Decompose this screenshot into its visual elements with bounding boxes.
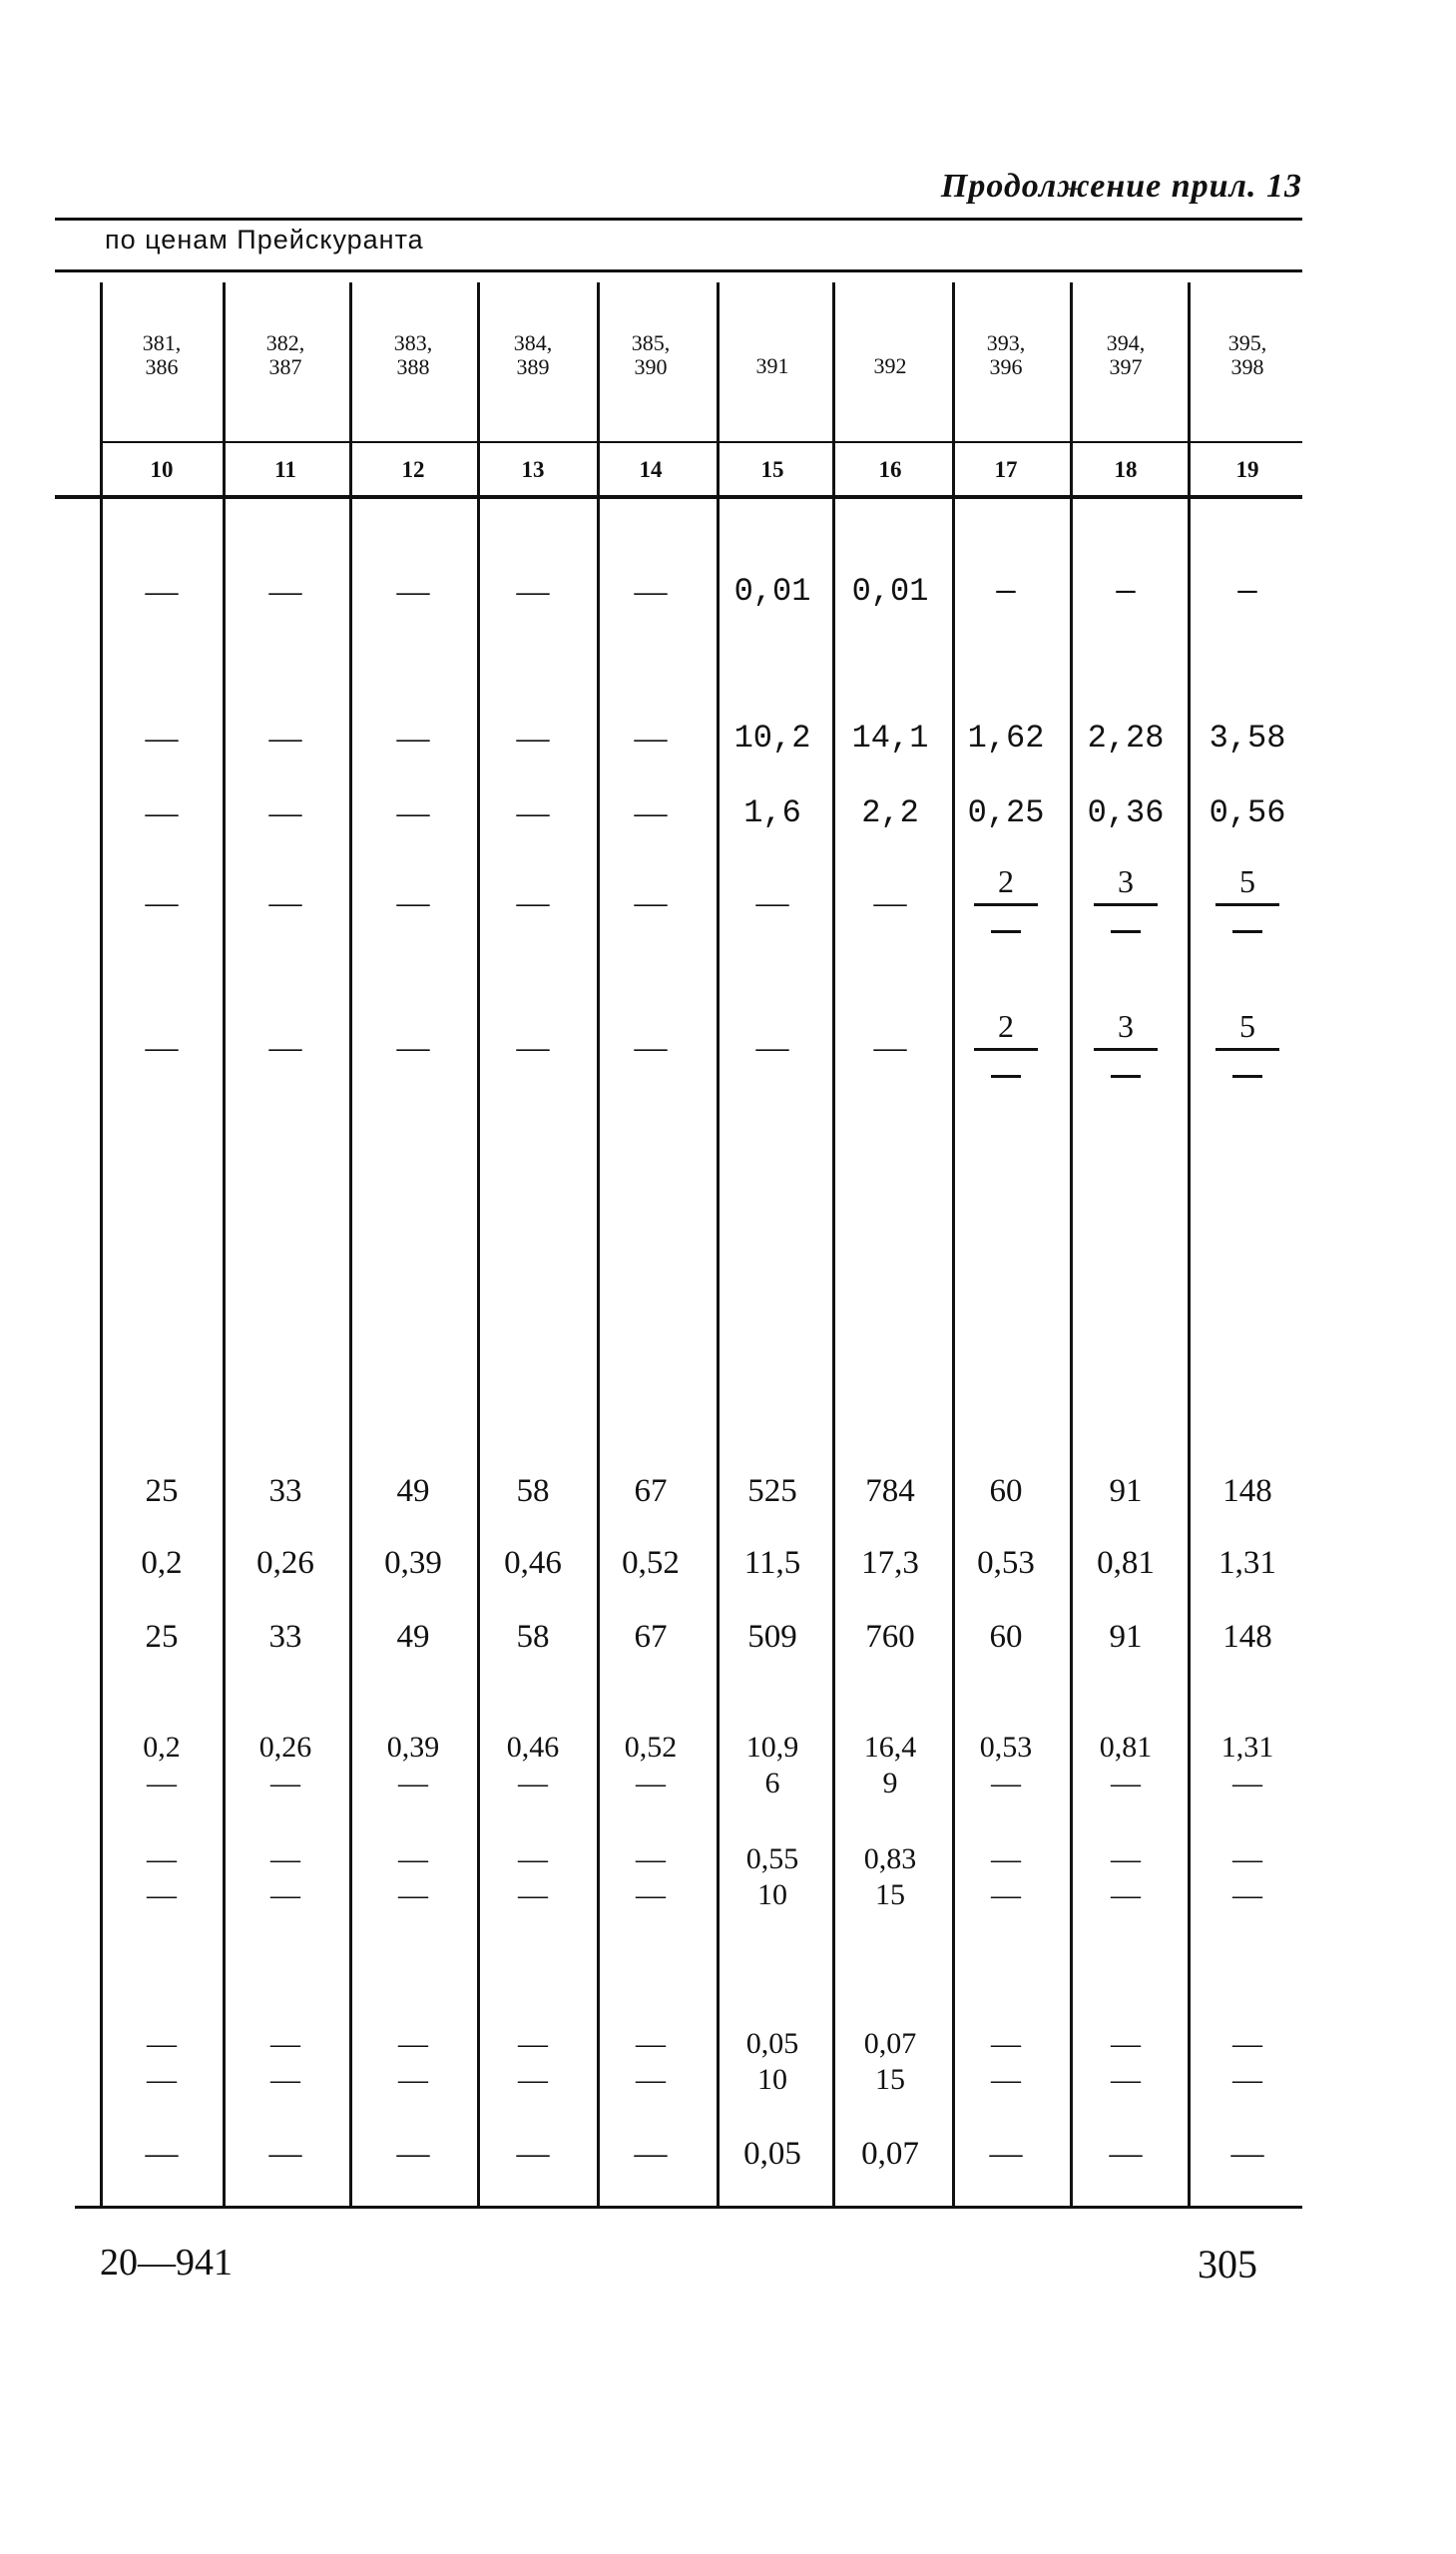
table-cell-lower: — [398, 2063, 428, 2096]
table-cell: — [516, 574, 550, 610]
table-cell: — [396, 1030, 430, 1066]
column-heading-line: 391 [755, 353, 789, 378]
column-rule [1188, 282, 1191, 2206]
table-cell-lower: — [991, 2063, 1021, 2096]
table-cell: 25 [145, 1473, 179, 1509]
table-cell: 0,39 [384, 1545, 442, 1581]
table-cell: — [516, 2136, 550, 2172]
table-cell-upper: 0,83 [863, 1842, 917, 1875]
table-cell-upper: — [270, 1842, 300, 1875]
column-heading [353, 331, 473, 379]
table-cell: — [268, 885, 302, 921]
table-cell-upper: — [147, 1842, 177, 1875]
column-heading-line: 393, [986, 330, 1026, 355]
table-cell: — [996, 573, 1016, 610]
table-cell: — [145, 574, 179, 610]
column-heading [946, 331, 1066, 379]
table-cell: — [268, 721, 302, 757]
fraction-cell [1066, 863, 1186, 933]
fraction-cell [1188, 863, 1307, 933]
table-cell-upper: — [636, 1842, 666, 1875]
fraction-bar [974, 1048, 1038, 1051]
table-cell-lower: — [636, 1878, 666, 1911]
table-cell: — [1109, 2136, 1143, 2172]
table-cell: — [634, 721, 668, 757]
table-cell-lower: — [270, 2063, 300, 2096]
fraction-numerator: 3 [1118, 1008, 1134, 1044]
table-cell: 25 [145, 1619, 179, 1655]
table-cell: — [268, 795, 302, 831]
table-cell: 49 [396, 1473, 430, 1509]
table-cell: 33 [268, 1619, 302, 1655]
table-cell-upper: 10,9 [745, 1731, 799, 1764]
column-heading [102, 331, 222, 379]
top-rule [55, 218, 1302, 221]
column-heading-line: 394, [1106, 330, 1146, 355]
table-cell-upper: — [1111, 1842, 1141, 1875]
column-number: 10 [150, 457, 174, 482]
table-cell-upper: — [270, 2027, 300, 2060]
table-cell: 0,01 [851, 573, 929, 610]
table-cell-upper: — [991, 1842, 1021, 1875]
table-cell: 509 [747, 1619, 797, 1655]
table-cell-lower: — [991, 1767, 1021, 1799]
table-cell-upper: 0,46 [506, 1731, 560, 1764]
table-cell-lower: — [991, 1878, 1021, 1911]
table-cell: — [396, 574, 430, 610]
table-cell: 60 [989, 1473, 1023, 1509]
header-rule [55, 269, 1302, 272]
column-heading-line: 398 [1230, 354, 1264, 379]
table-cell: 0,25 [967, 794, 1045, 831]
table-cell: 0,81 [1097, 1545, 1155, 1581]
table-cell: — [634, 885, 668, 921]
fraction-cell [946, 1008, 1066, 1078]
table-cell: — [1116, 573, 1136, 610]
table-cell: — [516, 721, 550, 757]
table-cell-lower: 10 [757, 1878, 787, 1911]
table-cell: 67 [634, 1473, 668, 1509]
table-cell: — [268, 1030, 302, 1066]
table-cell-lower: 9 [882, 1767, 898, 1799]
column-heading [1188, 331, 1307, 379]
table-cell-upper: — [1232, 2027, 1262, 2060]
column-number: 16 [878, 457, 902, 482]
column-heading-line: 390 [634, 354, 668, 379]
table-cell-upper: 0,07 [863, 2027, 917, 2060]
column-rule [1070, 282, 1073, 2206]
table-cell-lower: 15 [875, 2063, 905, 2096]
table-cell: 11,5 [743, 1545, 801, 1581]
table-cell: 0,01 [733, 573, 811, 610]
column-heading-line: 384, [513, 330, 553, 355]
table-cell-lower: — [398, 1767, 428, 1799]
table-cell: — [145, 885, 179, 921]
table-cell: — [755, 1030, 789, 1066]
column-heading-line: 387 [268, 354, 302, 379]
table-cell: 14,1 [851, 720, 929, 757]
table-cell: — [1237, 573, 1257, 610]
table-cell: 10,2 [733, 720, 811, 757]
column-heading-line: 395, [1227, 330, 1267, 355]
column-rule [100, 282, 103, 2206]
table-cell-lower: 10 [757, 2063, 787, 2096]
column-number: 17 [994, 457, 1018, 482]
table-cell-lower: — [518, 2063, 548, 2096]
fraction-denominator-dash [1111, 930, 1141, 933]
table-cell-upper: 0,53 [979, 1731, 1033, 1764]
table-cell-upper: 0,05 [745, 2027, 799, 2060]
column-heading [473, 331, 593, 379]
table-cell-upper: 0,55 [745, 1842, 799, 1875]
fraction-cell [946, 863, 1066, 933]
table-cell-lower: — [518, 1767, 548, 1799]
table-cell: — [396, 885, 430, 921]
fraction-numerator: 2 [998, 863, 1014, 899]
column-heading-line: 389 [516, 354, 550, 379]
table-cell: 0,2 [141, 1545, 183, 1581]
table-cell: 67 [634, 1619, 668, 1655]
table-cell: — [396, 2136, 430, 2172]
table-cell: 148 [1222, 1473, 1272, 1509]
table-cell-lower: — [398, 1878, 428, 1911]
table-cell-upper: — [398, 1842, 428, 1875]
column-number: 19 [1235, 457, 1259, 482]
table-cell: 3,58 [1209, 720, 1286, 757]
table-cell-upper: 0,2 [143, 1731, 181, 1764]
column-number: 12 [401, 457, 425, 482]
table-cell: 148 [1222, 1619, 1272, 1655]
column-rule [832, 282, 835, 2206]
column-rule [223, 282, 226, 2206]
table-cell: 91 [1109, 1619, 1143, 1655]
table-cell: — [516, 885, 550, 921]
table-cell: 58 [516, 1619, 550, 1655]
table-cell-lower: — [636, 2063, 666, 2096]
column-heading [1066, 331, 1186, 379]
table-cell: 0,36 [1087, 794, 1165, 831]
fraction-denominator-dash [1111, 1075, 1141, 1078]
fraction-denominator-dash [1232, 930, 1262, 933]
table-cell: 49 [396, 1619, 430, 1655]
continuation-heading: Продолжение прил. 13 [940, 168, 1302, 205]
table-cell: — [396, 795, 430, 831]
fraction-bar [1215, 903, 1279, 906]
table-cell: 0,52 [622, 1545, 680, 1581]
table-cell-lower: — [270, 1767, 300, 1799]
table-cell-upper: — [398, 2027, 428, 2060]
table-cell: — [634, 795, 668, 831]
table-cell: — [634, 574, 668, 610]
table-cell-upper: — [147, 2027, 177, 2060]
fraction-numerator: 3 [1118, 863, 1134, 899]
fraction-bar [974, 903, 1038, 906]
body-rule [55, 495, 1302, 499]
table-cell: — [755, 885, 789, 921]
table-cell-upper: 16,4 [863, 1731, 917, 1764]
table-cell: 58 [516, 1473, 550, 1509]
column-heading-line: 396 [989, 354, 1023, 379]
table-cell: 1,62 [967, 720, 1045, 757]
table-cell-lower: 15 [875, 1878, 905, 1911]
table-cell: — [634, 2136, 668, 2172]
fraction-cell [1188, 1008, 1307, 1078]
column-rule [349, 282, 352, 2206]
column-heading [713, 354, 832, 378]
column-rule [952, 282, 955, 2206]
column-rule [477, 282, 480, 2206]
signature-mark: 20—941 [100, 2242, 233, 2284]
table-cell-upper: 1,31 [1220, 1731, 1274, 1764]
table-cell: — [145, 795, 179, 831]
table-cell: — [516, 795, 550, 831]
table-cell: 0,46 [504, 1545, 562, 1581]
column-heading-line: 381, [142, 330, 182, 355]
table-cell: 0,56 [1209, 794, 1286, 831]
table-cell: — [989, 2136, 1023, 2172]
fraction-bar [1094, 1048, 1158, 1051]
table-cell: 2,28 [1087, 720, 1165, 757]
table-cell-lower: — [1232, 1767, 1262, 1799]
table-cell: 0,53 [977, 1545, 1035, 1581]
table-cell: — [145, 2136, 179, 2172]
table-cell-lower: — [1111, 1878, 1141, 1911]
table-cell-upper: — [636, 2027, 666, 2060]
column-heading-line: 392 [873, 353, 907, 378]
fraction-bar [1215, 1048, 1279, 1051]
table-cell-upper: 0,26 [258, 1731, 312, 1764]
table-cell-upper: 0,81 [1099, 1731, 1153, 1764]
table-cell: 17,3 [861, 1545, 919, 1581]
column-heading-line: 383, [393, 330, 433, 355]
column-heading-line: 385, [631, 330, 671, 355]
table-cell: 1,31 [1218, 1545, 1276, 1581]
table-cell: 525 [747, 1473, 797, 1509]
column-heading-line: 382, [265, 330, 305, 355]
column-heading-line: 388 [396, 354, 430, 379]
table-cell-lower: 6 [764, 1767, 780, 1799]
column-number: 15 [760, 457, 784, 482]
table-cell: 60 [989, 1619, 1023, 1655]
column-rule [597, 282, 600, 2206]
column-heading [591, 331, 711, 379]
table-cell-upper: 0,39 [386, 1731, 440, 1764]
table-cell-lower: — [1111, 2063, 1141, 2096]
table-cell: 2,2 [861, 794, 919, 831]
table-cell-upper: — [1111, 2027, 1141, 2060]
table-cell: — [1230, 2136, 1264, 2172]
table-cell: 91 [1109, 1473, 1143, 1509]
column-number: 18 [1114, 457, 1138, 482]
table-cell: 760 [865, 1619, 915, 1655]
table-cell-lower: — [1232, 2063, 1262, 2096]
table-cell-lower: — [636, 1767, 666, 1799]
table-cell: 1,6 [743, 794, 801, 831]
fraction-numerator: 5 [1239, 1008, 1255, 1044]
bottom-rule [75, 2206, 1302, 2209]
table-cell-upper: — [1232, 1842, 1262, 1875]
fraction-denominator-dash [1232, 1075, 1262, 1078]
column-heading-line: 397 [1109, 354, 1143, 379]
table-cell: — [145, 1030, 179, 1066]
table-cell-upper: — [991, 2027, 1021, 2060]
column-number-rule [100, 441, 1302, 443]
fraction-bar [1094, 903, 1158, 906]
column-number: 11 [274, 457, 296, 482]
table-cell-lower: — [147, 1767, 177, 1799]
table-cell-lower: — [147, 2063, 177, 2096]
column-number: 14 [639, 457, 663, 482]
column-heading-line: 386 [145, 354, 179, 379]
page-number: 305 [1198, 2242, 1257, 2287]
column-number: 13 [521, 457, 545, 482]
table-cell-lower: — [147, 1878, 177, 1911]
table-cell-lower: — [1111, 1767, 1141, 1799]
table-cell-lower: — [1232, 1878, 1262, 1911]
fraction-numerator: 5 [1239, 863, 1255, 899]
fraction-numerator: 2 [998, 1008, 1014, 1044]
table-cell-upper: — [518, 1842, 548, 1875]
table-cell: — [634, 1030, 668, 1066]
table-subtitle: по ценам Прейскуранта [105, 225, 424, 255]
table-cell: — [516, 1030, 550, 1066]
fraction-denominator-dash [991, 1075, 1021, 1078]
table-cell: 0,07 [861, 2136, 919, 2172]
table-cell-upper: — [518, 2027, 548, 2060]
column-rule [717, 282, 720, 2206]
table-cell: 784 [865, 1473, 915, 1509]
table-cell: — [873, 1030, 907, 1066]
fraction-cell [1066, 1008, 1186, 1078]
table-cell: — [268, 2136, 302, 2172]
table-cell: — [268, 574, 302, 610]
column-heading [226, 331, 345, 379]
table-cell: 33 [268, 1473, 302, 1509]
table-cell-lower: — [518, 1878, 548, 1911]
fraction-denominator-dash [991, 930, 1021, 933]
table-cell-upper: 0,52 [624, 1731, 678, 1764]
table-cell: 0,05 [743, 2136, 801, 2172]
table-cell: — [396, 721, 430, 757]
column-heading [830, 354, 950, 378]
table-cell-lower: — [270, 1878, 300, 1911]
table-cell: — [873, 885, 907, 921]
table-cell: — [145, 721, 179, 757]
table-cell: 0,26 [256, 1545, 314, 1581]
